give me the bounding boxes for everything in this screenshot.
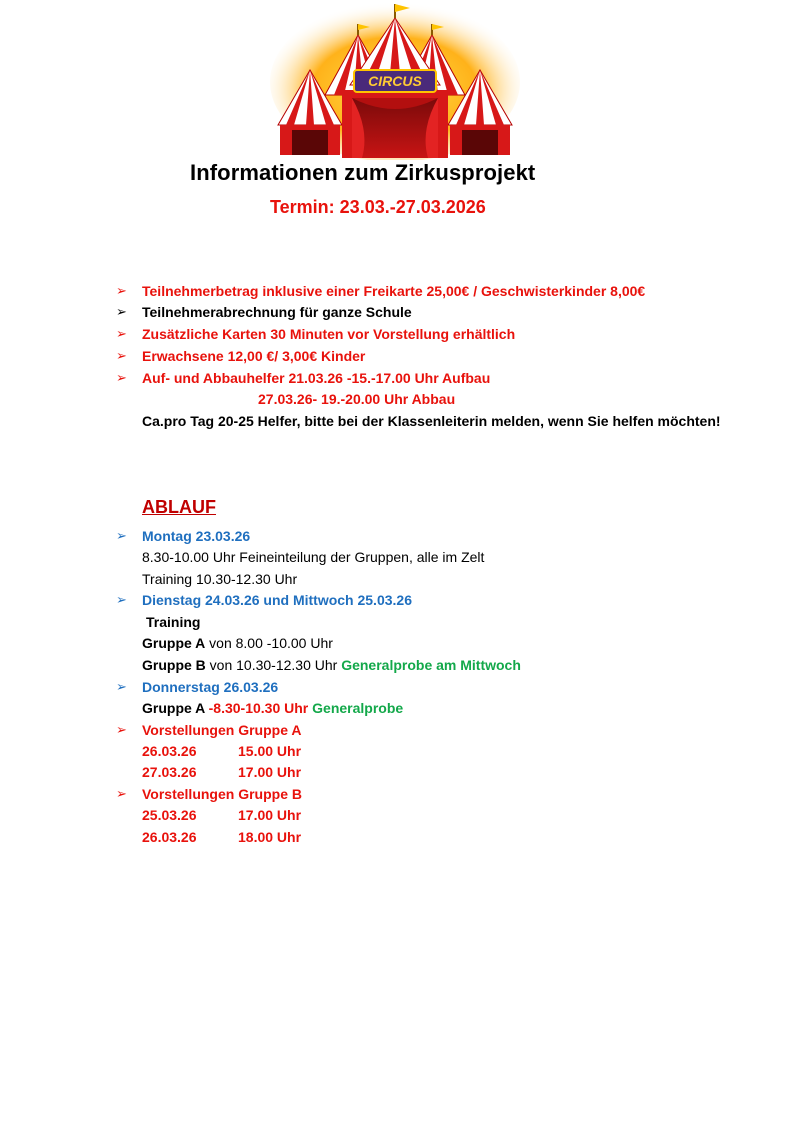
info-item-fee: Teilnehmerbetrag inklusive einer Freikarte 25,00€ / Geschwisterkinder 8,00€ (142, 283, 646, 299)
thursday-group-a: Gruppe A -8.30-10.30 Uhr Generalprobe (142, 700, 404, 716)
shows-b-row: 26.03.26 18.00 Uhr (142, 829, 302, 845)
arrow-bullet-icon: ➢ (116, 528, 127, 543)
arrow-bullet-icon: ➢ (116, 283, 127, 298)
monday-line-2: Training 10.30-12.30 Uhr (142, 571, 298, 587)
event-date: Termin: 23.03.-27.03.2026 (270, 197, 486, 217)
monday-line-1: 8.30-10.00 Uhr Feineinteilung der Gruppen, alle im Zelt (142, 549, 485, 565)
info-item-helpers: Auf- und Abbauhelfer 21.03.26 -15.-17.00 Uhr Aufbau (142, 370, 491, 386)
shows-b-row: 25.03.26 17.00 Uhr (142, 807, 302, 823)
arrow-bullet-icon: ➢ (116, 679, 127, 694)
shows-a-row: 26.03.26 15.00 Uhr (142, 743, 302, 759)
arrow-bullet-icon: ➢ (116, 370, 127, 385)
info-item-helpers-teardown: 27.03.26- 19.-20.00 Uhr Abbau (258, 391, 456, 407)
tue-wed-label: Dienstag 24.03.26 und Mittwoch 25.03.26 (142, 592, 412, 608)
ablauf-heading: ABLAUF (142, 497, 216, 517)
thursday-label: Donnerstag 26.03.26 (142, 679, 279, 695)
info-item-billing: Teilnehmerabrechnung für ganze Schule (142, 304, 412, 320)
page-title: Informationen zum Zirkusprojekt (190, 160, 536, 185)
info-item-tickets: Zusätzliche Karten 30 Minuten vor Vorstellung erhältlich (142, 326, 516, 342)
monday-label: Montag 23.03.26 (142, 528, 251, 544)
info-helper-note: Ca.pro Tag 20-25 Helfer, bitte bei der Klassenleiterin melden, wenn Sie helfen möchten! (142, 413, 721, 429)
arrow-bullet-icon: ➢ (116, 786, 127, 801)
arrow-bullet-icon: ➢ (116, 348, 127, 363)
tue-wed-group-a: Gruppe A von 8.00 -10.00 Uhr (142, 635, 333, 651)
arrow-bullet-icon: ➢ (116, 326, 127, 341)
tue-wed-group-b: Gruppe B von 10.30-12.30 Uhr Generalprobe am Mittwoch (142, 657, 521, 673)
logo-text: CIRCUS (368, 73, 422, 89)
circus-tent-logo (270, 0, 520, 160)
arrow-bullet-icon: ➢ (116, 722, 127, 737)
shows-a-label: Vorstellungen Gruppe A (142, 722, 302, 738)
arrow-bullet-icon: ➢ (116, 304, 127, 319)
tue-wed-training: Training (146, 614, 201, 630)
shows-b-label: Vorstellungen Gruppe B (142, 786, 302, 802)
shows-a-row: 27.03.26 17.00 Uhr (142, 764, 302, 780)
arrow-bullet-icon: ➢ (116, 592, 127, 607)
info-item-prices: Erwachsene 12,00 €/ 3,00€ Kinder (142, 348, 366, 364)
